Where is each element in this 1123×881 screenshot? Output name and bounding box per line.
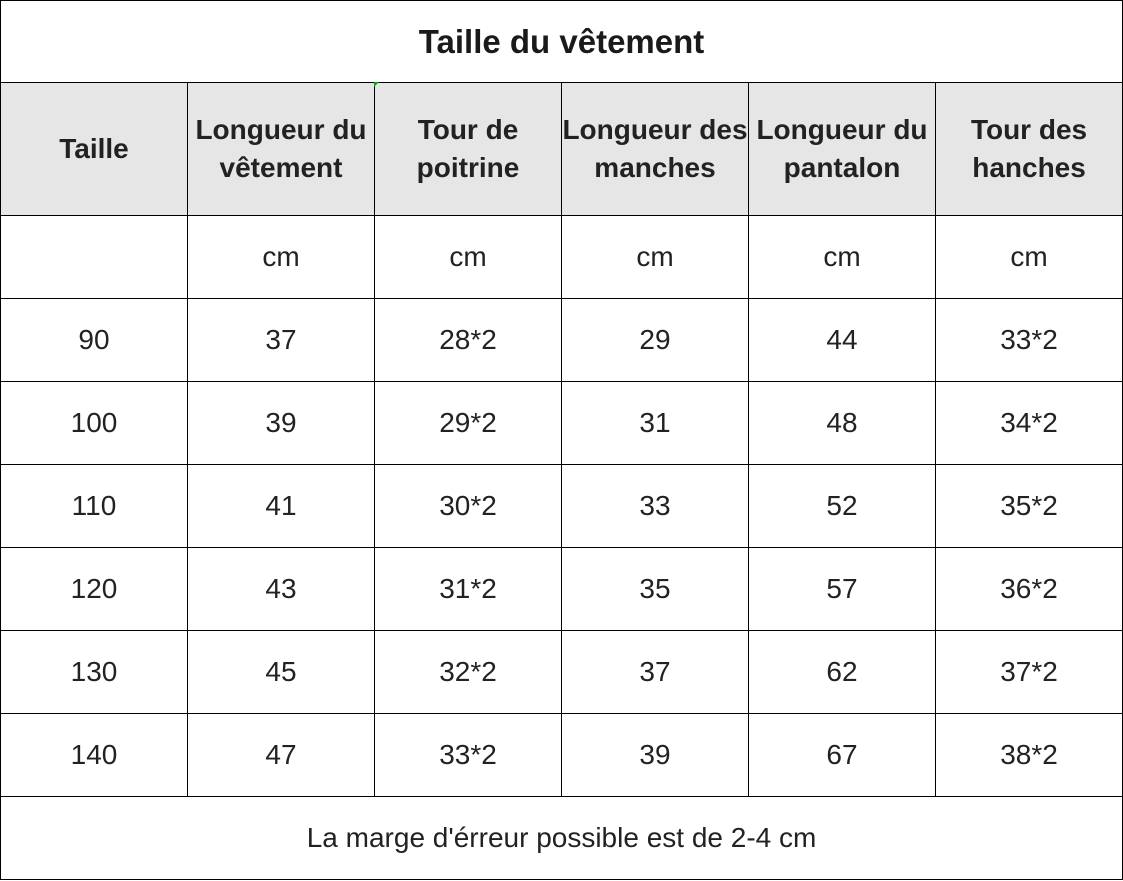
table-cell: 33*2 [936,299,1123,382]
table-cell: 34*2 [936,382,1123,465]
table-cell: 120 [1,548,188,631]
table-cell: 28*2 [375,299,562,382]
table-cell: 36*2 [936,548,1123,631]
header-hips: Tour des hanches [936,83,1123,216]
header-sleeve-length: Longueur des manches [562,83,749,216]
table-cell: 37*2 [936,631,1123,714]
table-cell: 41 [188,465,375,548]
table-cell: 32*2 [375,631,562,714]
table-cell: 33 [562,465,749,548]
header-pants-length: Longueur du pantalon [749,83,936,216]
table-cell: 35 [562,548,749,631]
unit-cell: cm [936,216,1123,299]
table-row [1,299,1123,382]
table-cell: 44 [749,299,936,382]
unit-cell: cm [375,216,562,299]
table-cell: 67 [749,714,936,797]
table-cell: 37 [188,299,375,382]
table-row [1,465,1123,548]
table-cell: 90 [1,299,188,382]
table-cell: 38*2 [936,714,1123,797]
unit-cell [1,216,188,299]
table-cell: 62 [749,631,936,714]
table-row [1,714,1123,797]
table-row [1,631,1123,714]
cell-comment-marker [374,82,379,87]
unit-cell: cm [188,216,375,299]
table-cell: 29*2 [375,382,562,465]
table-cell: 35*2 [936,465,1123,548]
header-chest: Tour de poitrine [375,83,562,216]
table-cell: 48 [749,382,936,465]
header-size: Taille [1,83,188,216]
table-cell: 130 [1,631,188,714]
table-row [1,382,1123,465]
unit-cell: cm [562,216,749,299]
table-cell: 29 [562,299,749,382]
footer-row [1,797,1123,880]
table-cell: 37 [562,631,749,714]
table-cell: 57 [749,548,936,631]
title-row [1,1,1123,83]
table-cell: 39 [562,714,749,797]
table-cell: 31 [562,382,749,465]
unit-row [1,216,1123,299]
table-cell: 52 [749,465,936,548]
table-cell: 33*2 [375,714,562,797]
table-row [1,548,1123,631]
table-cell: 110 [1,465,188,548]
footer-note: La marge d'érreur possible est de 2-4 cm [1,797,1123,880]
table-cell: 43 [188,548,375,631]
table-cell: 31*2 [375,548,562,631]
table-title: Taille du vêtement [1,1,1123,83]
table-cell: 30*2 [375,465,562,548]
header-row [1,83,1123,216]
unit-cell: cm [749,216,936,299]
header-garment-length: Longueur du vêtement [188,83,375,216]
table-cell: 100 [1,382,188,465]
table-cell: 140 [1,714,188,797]
table-cell: 45 [188,631,375,714]
table-cell: 39 [188,382,375,465]
table-cell: 47 [188,714,375,797]
